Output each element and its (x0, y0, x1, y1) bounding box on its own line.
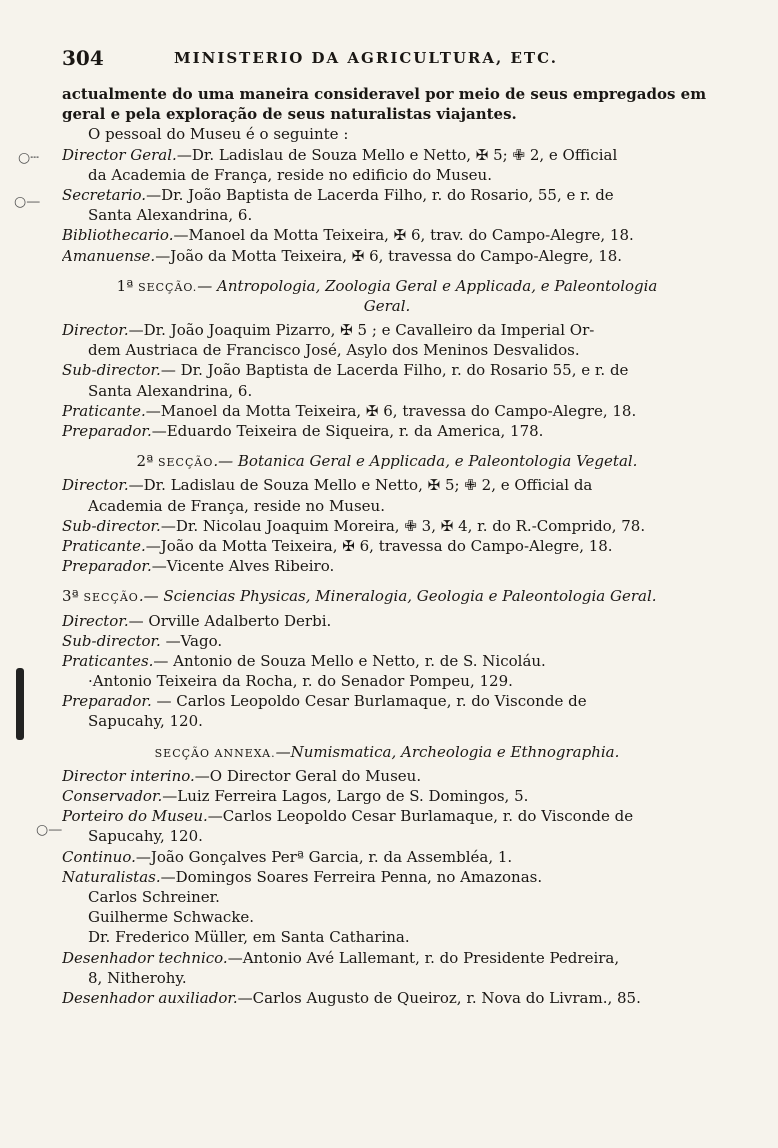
staff-entry: Preparador.—Eduardo Teixeira de Siqueira, r. da America, 178. (62, 422, 544, 440)
staff-entry: Sub-director. —Vago. (62, 631, 223, 650)
staff-entry: Sub-director.—Dr. Nicolau Joaquim Moreira, ✙ 3, ✠ 4, r. do R.-Comprido, 78. (62, 516, 646, 535)
intro-line: actualmente do uma maneira consideravel por meio de seus empregados em (62, 85, 707, 103)
margin-pencil-mark: ○— (36, 822, 63, 838)
staff-entry-continued: Santa Alexandrina, 6. (88, 206, 253, 225)
staff-entry: Preparador.—Vicente Alves Ribeiro. (62, 557, 335, 576)
staff-entry: Praticantes.— Antonio de Souza Mello e Netto, r. de S. Nicoláu. (62, 651, 546, 670)
staff-entry: Naturalistas.—Domingos Soares Ferreira Penna, no Amazonas. (62, 867, 543, 886)
staff-entry: Porteiro do Museu.—Carlos Leopoldo Cesar Burlamaque, r. do Visconde de (62, 807, 634, 826)
staff-entry-continued: da Academia de França, reside no edificio do Museu. (88, 165, 492, 184)
section-heading: 2ª SECÇÃO.— Botanica Geral e Applicada, e Paleontologia Vegetal. (136, 452, 638, 471)
intro-line: O pessoal do Museu é o seguinte : (88, 125, 349, 144)
staff-entry-continued: Santa Alexandrina, 6. (88, 381, 253, 400)
section-heading: 3ª SECÇÃO.— Sciencias Physicas, Mineralogia, Geologia e Paleontologia Geral. (62, 587, 657, 606)
section-heading: 1ª SECÇÃO.— Antropologia, Zoologia Geral e Applicada, e Paleontologia (116, 276, 658, 295)
section-heading: SECÇÃO ANNEXA.—Numismatica, Archeologia e Ethnographia. (154, 742, 620, 761)
naturalist-name: Guilherme Schwacke. (88, 908, 255, 927)
staff-entry: Desenhador auxiliador.—Carlos Augusto de Queiroz, r. Nova do Livram., 85. (62, 988, 641, 1007)
staff-entry-continued: 8, Nitherohy. (88, 968, 187, 987)
staff-entry: Director interino.—O Director Geral do Museu. (62, 766, 422, 785)
staff-entry: Praticante.—João da Motta Teixeira, ✠ 6, travessa do Campo-Alegre, 18. (62, 536, 613, 555)
running-title: MINISTERIO DA AGRICULTURA, ETC. (174, 49, 558, 67)
staff-entry-continued: ·Antonio Teixeira da Rocha, r. do Senador Pompeu, 129. (88, 672, 513, 691)
staff-entry: Director.— Orville Adalberto Derbi. (62, 611, 332, 630)
section-heading-continued: Geral. (363, 296, 411, 315)
staff-entry: Director Geral.—Dr. Ladislau de Souza Mello e Netto, ✠ 5; ✙ 2, e Official (62, 145, 618, 164)
naturalist-name: Carlos Schreiner. (88, 887, 220, 906)
staff-entry-continued: Academia de França, reside no Museu. (88, 496, 385, 515)
staff-entry-continued: dem Austriaca de Francisco José, Asylo dos Meninos Desvalidos. (88, 341, 580, 360)
staff-entry: Secretario.—Dr. João Baptista de Lacerda Filho, r. do Rosario, 55, e r. de (62, 185, 614, 204)
staff-entry: Director.—Dr. Ladislau de Souza Mello e Netto, ✠ 5; ✙ 2, e Official da (62, 476, 593, 495)
staff-entry-continued: Sapucahy, 120. (88, 712, 203, 731)
staff-entry: Conservador.—Luiz Ferreira Lagos, Largo de S. Domingos, 5. (62, 787, 529, 805)
document-body (62, 84, 712, 1008)
staff-entry: Director.—Dr. João Joaquim Pizarro, ✠ 5 ; e Cavalleiro da Imperial Or- (62, 321, 595, 340)
staff-entry-continued: Sapucahy, 120. (88, 827, 203, 846)
ink-stain (16, 668, 24, 740)
margin-pencil-mark: ○— (14, 194, 41, 210)
margin-pencil-mark: ○┄ (18, 150, 39, 166)
page-header (62, 46, 712, 70)
page-number: 304 (62, 46, 104, 70)
staff-entry: Praticante.—Manoel da Motta Teixeira, ✠ 6, travessa do Campo-Alegre, 18. (62, 401, 637, 420)
intro-line: geral e pela exploração de seus naturalistas viajantes. (62, 105, 517, 124)
staff-entry: Sub-director.— Dr. João Baptista de Lacerda Filho, r. do Rosario 55, e r. de (62, 361, 629, 380)
staff-entry: Continuo.—João Gonçalves Perª Garcia, r. da Assembléa, 1. (62, 847, 513, 866)
naturalist-name: Dr. Frederico Müller, em Santa Catharina. (88, 928, 410, 947)
staff-entry: Desenhador technico.—Antonio Avé Lallemant, r. do Presidente Pedreira, (62, 948, 620, 967)
staff-entry: Bibliothecario.—Manoel da Motta Teixeira, ✠ 6, trav. do Campo-Alegre, 18. (62, 226, 634, 245)
staff-entry: Preparador. — Carlos Leopoldo Cesar Burlamaque, r. do Visconde de (62, 692, 587, 711)
staff-entry: Amanuense.—João da Motta Teixeira, ✠ 6, travessa do Campo-Alegre, 18. (62, 246, 623, 265)
